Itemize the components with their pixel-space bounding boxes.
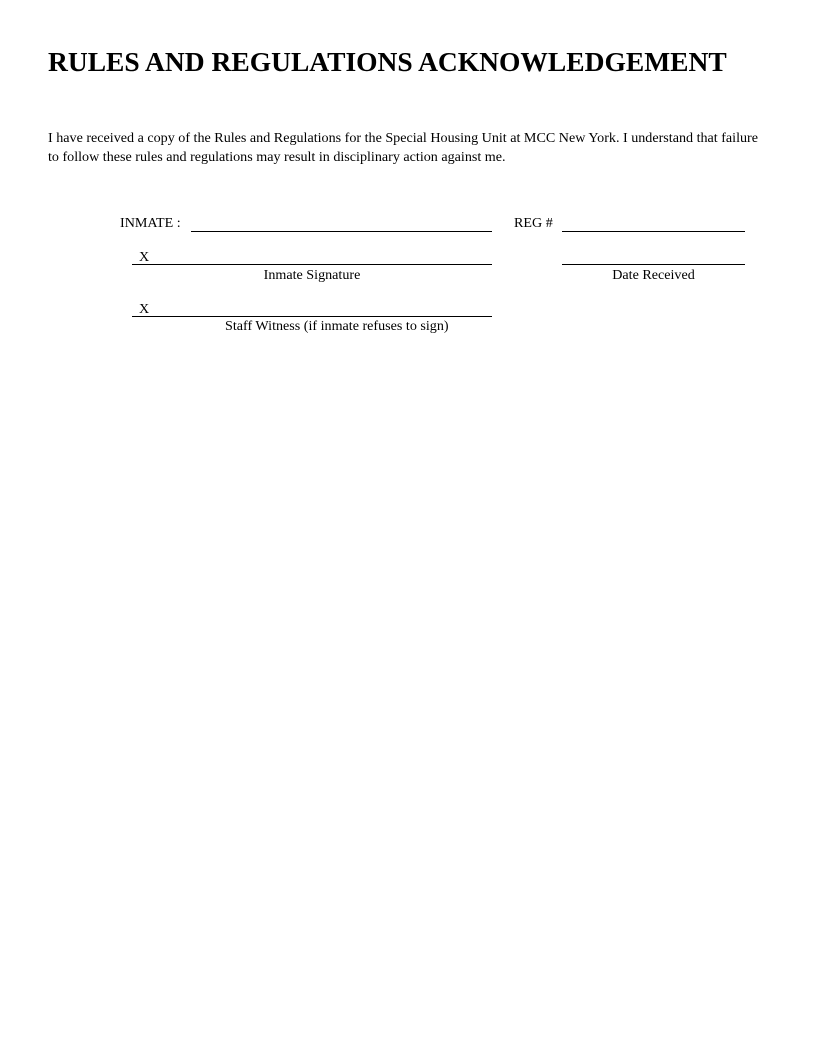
inmate-label: INMATE :: [120, 215, 181, 231]
staff-witness-signature-field[interactable]: [132, 316, 492, 317]
reg-number-field[interactable]: [562, 231, 745, 232]
witness-x-mark: X: [139, 301, 150, 317]
page-title: RULES AND REGULATIONS ACKNOWLEDGEMENT: [48, 46, 727, 77]
reg-number-label: REG #: [514, 215, 553, 231]
acknowledgement-statement: I have received a copy of the Rules and Regulations for the Special Housing Unit at MCC New York. I understand that failure to follow these rules and regulations may result in disciplinary action against me.: [48, 130, 758, 165]
staff-witness-caption: Staff Witness (if inmate refuses to sign): [225, 318, 449, 334]
inmate-name-field[interactable]: [191, 231, 492, 232]
date-received-field[interactable]: [562, 264, 745, 265]
date-received-caption: Date Received: [612, 267, 695, 283]
inmate-signature-field[interactable]: [132, 264, 492, 265]
signature-x-mark: X: [139, 249, 150, 265]
inmate-signature-caption: Inmate Signature: [263, 267, 361, 283]
